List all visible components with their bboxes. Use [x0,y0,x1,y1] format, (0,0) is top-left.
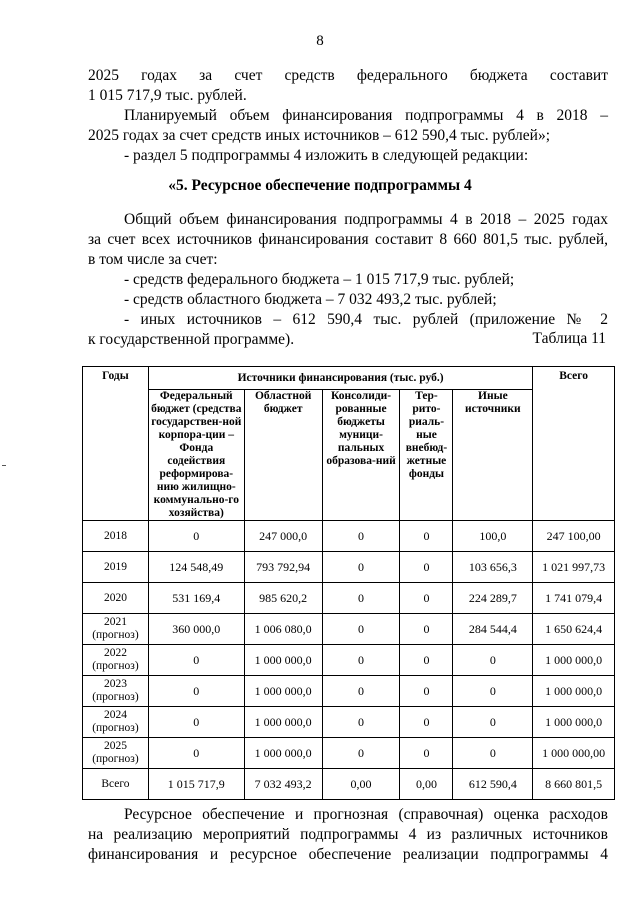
cell-federal: 531 169,4 [148,583,244,614]
header-regional: Областной бюджет [244,390,322,521]
cell-municipal: 0 [322,707,400,738]
cell-other: 100,0 [453,521,533,552]
paragraph-line: финансирования и ресурсное обеспечение реализации подпрограммы 4 [88,846,608,863]
paragraph-line: - раздел 5 подпрограммы 4 изложить в следующей редакции: [124,147,529,164]
cell-municipal: 0 [322,645,400,676]
cell-regional: 247 000,0 [244,521,322,552]
scan-mark [2,465,6,466]
cell-year [83,614,149,645]
financing-table [82,366,615,800]
cell-total: 1 000 000,0 [533,676,615,707]
cell-municipal: 0 [322,583,400,614]
forecast-note: (прогноз) [92,691,139,703]
page-number: 8 [316,33,324,49]
cell-territorial: 0,00 [400,769,453,800]
header-federal: Федеральный бюджет (средства государствен-ной корпора-ции – Фонда содействия реформирова-нию жилищно-коммунально-го хозяйства) [148,390,244,521]
cell-other: 0 [453,676,533,707]
cell-other: 612 590,4 [453,769,533,800]
year-value: 2024 [103,709,127,721]
bullet-item: - средств областного бюджета – 7 032 493,2 тыс. рублей; [124,291,497,308]
cell-year [83,521,149,552]
table-header-row [83,367,615,390]
header-municipal: Консолиди-рованные бюджеты муници-пальных образова-ний [322,390,400,521]
cell-territorial: 0 [400,707,453,738]
year-value: 2020 [103,591,127,604]
year-value: 2025 [103,740,127,752]
table-row [83,645,615,676]
cell-other: 0 [453,645,533,676]
cell-territorial: 0 [400,645,453,676]
header-sources: Источники финансирования (тыс. руб.) [148,367,532,390]
cell-regional: 1 006 080,0 [244,614,322,645]
cell-year [83,738,149,769]
paragraph-line: 2025 годах за счет средств иных источников – 612 590,4 тыс. рублей»; [88,127,551,144]
cell-regional: 1 000 000,0 [244,645,322,676]
cell-regional: 985 620,2 [244,583,322,614]
forecast-note: (прогноз) [92,629,139,641]
header-territorial: Тер-рито-риаль-ные внебюд-жетные фонды [400,390,453,521]
cell-total: 1 021 997,73 [533,552,615,583]
table-row [83,552,615,583]
cell-other: 0 [453,738,533,769]
bullet-item: - иных источников – 612 590,4 тыс. рублей (приложение № 2 [124,311,608,328]
table-row [83,614,615,645]
cell-municipal: 0 [322,738,400,769]
cell-other: 284 544,4 [453,614,533,645]
cell-federal: 0 [148,645,244,676]
table-row [83,676,615,707]
table-label: Таблица 11 [532,330,606,347]
cell-total: 1 741 079,4 [533,583,615,614]
cell-municipal: 0 [322,552,400,583]
cell-total: 1 650 624,4 [533,614,615,645]
year-value: 2019 [103,560,127,573]
paragraph-line: 2025 годах за счет средств федерального бюджета составит [88,67,608,84]
cell-municipal: 0 [322,521,400,552]
cell-year [83,552,149,583]
header-total: Всего [533,367,615,521]
cell-federal: 1 015 717,9 [148,769,244,800]
cell-territorial: 0 [400,676,453,707]
cell-federal: 0 [148,521,244,552]
cell-year [83,676,149,707]
paragraph-line: Планируемый объем финансирования подпрограммы 4 в 2018 – [124,107,608,124]
cell-federal: 0 [148,676,244,707]
cell-other: 224 289,7 [453,583,533,614]
header-years: Годы [83,367,149,521]
year-value: Всего [101,777,130,790]
cell-territorial: 0 [400,738,453,769]
cell-regional: 1 000 000,0 [244,738,322,769]
cell-year [83,707,149,738]
cell-total: 1 000 000,00 [533,738,615,769]
forecast-note: (прогноз) [92,722,139,734]
cell-federal: 124 548,49 [148,552,244,583]
cell-territorial: 0 [400,552,453,583]
table-body [83,521,615,800]
cell-year [83,769,149,800]
forecast-note: (прогноз) [92,753,139,765]
cell-municipal: 0,00 [322,769,400,800]
cell-regional: 793 792,94 [244,552,322,583]
cell-federal: 0 [148,707,244,738]
paragraph-line: 1 015 717,9 тыс. рублей. [88,87,247,104]
forecast-note: (прогноз) [92,660,139,672]
cell-territorial: 0 [400,583,453,614]
paragraph-line: Общий объем финансирования подпрограммы 4 в 2018 – 2025 годах [124,211,608,228]
cell-total: 247 100,00 [533,521,615,552]
cell-federal: 360 000,0 [148,614,244,645]
header-other: Иные источники [453,390,533,521]
cell-total: 1 000 000,0 [533,707,615,738]
cell-total: 1 000 000,0 [533,645,615,676]
paragraph-line: в том числе за счет: [88,251,218,268]
table-row [83,707,615,738]
paragraph-line: Ресурсное обеспечение и прогнозная (справочная) оценка расходов [124,806,608,823]
bullet-item: - средств федерального бюджета – 1 015 717,9 тыс. рублей; [124,271,515,288]
table-row [83,521,615,552]
section-heading: «5. Ресурсное обеспечение подпрограммы 4 [168,177,472,194]
year-value: 2023 [103,678,127,690]
cell-year [83,583,149,614]
cell-federal: 0 [148,738,244,769]
year-value: 2018 [103,529,127,542]
cell-regional: 1 000 000,0 [244,707,322,738]
table-row [83,769,615,800]
paragraph-line: за счет всех источников финансирования составит 8 660 801,5 тыс. рублей, [88,231,608,248]
table-row [83,738,615,769]
cell-total: 8 660 801,5 [533,769,615,800]
cell-municipal: 0 [322,614,400,645]
cell-other: 103 656,3 [453,552,533,583]
year-value: 2022 [103,647,127,659]
cell-municipal: 0 [322,676,400,707]
cell-territorial: 0 [400,521,453,552]
year-value: 2021 [103,616,127,628]
paragraph-line: к государственной программе). [88,331,295,348]
cell-year [83,645,149,676]
cell-regional: 1 000 000,0 [244,676,322,707]
cell-territorial: 0 [400,614,453,645]
cell-other: 0 [453,707,533,738]
cell-regional: 7 032 493,2 [244,769,322,800]
paragraph-line: на реализацию мероприятий подпрограммы 4 из различных источников [88,826,608,843]
table-row [83,583,615,614]
